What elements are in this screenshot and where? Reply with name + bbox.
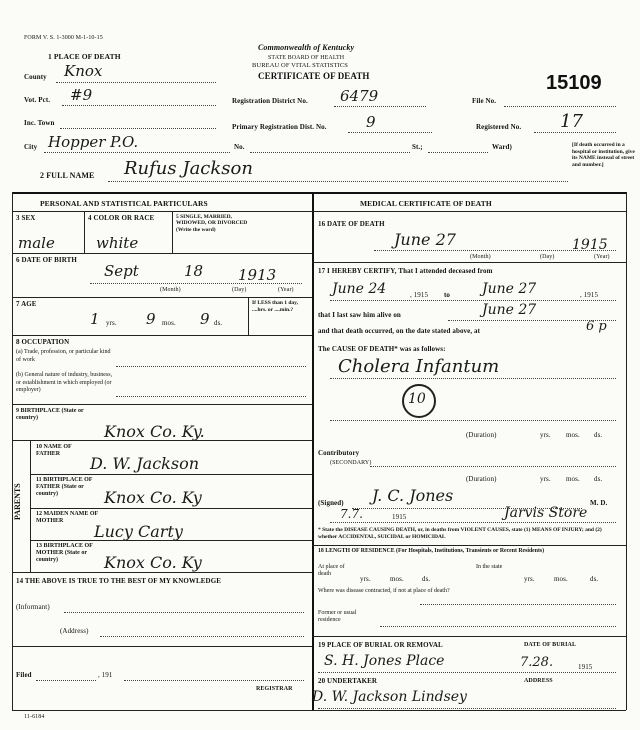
- residence-rule: [312, 636, 626, 637]
- mother-name-value: Lucy Carty: [94, 522, 183, 541]
- primary-registration-line: [348, 132, 432, 133]
- bureau-heading: BUREAU OF VITAL STATISTICS: [252, 62, 348, 69]
- mother-birthplace-label: 13 BIRTHPLACE OF MOTHER (State or country): [36, 543, 93, 564]
- duration-yrs: yrs.: [540, 431, 551, 439]
- registration-district-label: Registration District No.: [232, 97, 308, 105]
- contributory-line: [370, 466, 616, 467]
- burial-place-value: S. H. Jones Place: [324, 653, 445, 669]
- medical-heading: MEDICAL CERTIFICATE OF DEATH: [360, 199, 492, 208]
- md-label: M. D.: [590, 499, 608, 507]
- st-line: [428, 152, 488, 153]
- registered-line: [534, 132, 616, 133]
- date-of-death-year: 1915: [572, 237, 608, 253]
- birthplace-row-rule: [12, 440, 312, 441]
- duration-label: (Duration): [466, 431, 497, 439]
- last-saw-value: June 27: [482, 302, 537, 318]
- registrar-line: [124, 680, 304, 681]
- right-frame: [626, 192, 627, 710]
- state-note-rule: [312, 545, 626, 546]
- left-frame: [12, 192, 13, 710]
- personal-heading-rule: [12, 211, 312, 212]
- certify-label: 17 I HEREBY CERTIFY, That I attended deceased from: [318, 267, 493, 275]
- full-name-label: 2 FULL NAME: [40, 171, 95, 180]
- vot-value: #9: [70, 86, 93, 104]
- county-label: County: [24, 73, 47, 81]
- father-name-value: D. W. Jackson: [90, 454, 200, 473]
- registrar-label: REGISTRAR: [256, 686, 293, 692]
- city-line: [44, 152, 230, 153]
- sign-date-line: [330, 522, 616, 523]
- occupation-industry-label: (b) General nature of industry, business, or establishment in which employed (or employer): [16, 372, 113, 393]
- death-year-caption: (Year): [594, 254, 610, 260]
- disease-contracted-label: Where was disease contracted, if not at place of death?: [318, 588, 450, 594]
- sign-year: 1915: [392, 513, 407, 521]
- form-footer-code: 11-6184: [24, 714, 45, 720]
- birthplace-value: Knox Co. Ky.: [104, 422, 205, 441]
- form-code: FORM V. S. 1-3000 M-1-10-15: [24, 35, 103, 41]
- age-years: 1: [90, 310, 100, 328]
- burial-label: 19 PLACE OF BURIAL OR REMOVAL: [318, 641, 443, 649]
- parents-divider: [30, 440, 31, 572]
- place-of-death-heading: 1 PLACE OF DEATH: [48, 52, 121, 61]
- residence-label: 18 LENGTH OF RESIDENCE (For Hospitals, Institutions, Transients or Recent Residents): [318, 548, 545, 554]
- dob-month: Sept: [104, 262, 139, 280]
- certificate-title: CERTIFICATE OF DEATH: [258, 71, 370, 81]
- file-line: [504, 106, 616, 107]
- burial-date-label: DATE OF BURIAL: [524, 642, 577, 648]
- sex-label: 3 SEX: [16, 214, 36, 222]
- former-residence-label: Former or usual residence: [318, 610, 357, 624]
- sex-divider: [84, 211, 85, 253]
- informant-row-rule: [12, 646, 312, 647]
- occupation-label: 8 OCCUPATION: [16, 338, 70, 346]
- father-name-label: 10 NAME OF FATHER: [36, 444, 72, 458]
- cause-line: [330, 378, 616, 379]
- age-days: 9: [200, 310, 210, 328]
- birthplace-label: 9 BIRTHPLACE (State or country): [16, 408, 84, 422]
- date-of-death-rule: [312, 262, 626, 263]
- in-state-mos: mos.: [554, 575, 568, 583]
- duration-mos: mos.: [566, 431, 580, 439]
- section-rule: [12, 192, 626, 194]
- burial-date-value: 7.28.: [520, 655, 554, 670]
- in-state-label: In the state: [476, 564, 503, 570]
- death-month-caption: (Month): [470, 254, 491, 260]
- st-label: St.;: [412, 143, 423, 151]
- date-of-death-value: June 27: [394, 230, 456, 249]
- color-label: 4 COLOR OR RACE: [88, 214, 155, 222]
- vot-line: [62, 105, 216, 106]
- father-birthplace-rule: [30, 508, 312, 509]
- medical-heading-rule: [312, 211, 626, 212]
- physician-address: Jarvis Store: [504, 505, 588, 521]
- occurred-time: 6 p: [586, 319, 607, 334]
- former-residence-line: [380, 626, 616, 627]
- dob-row-rule: [12, 297, 312, 298]
- duration-yrs-2: yrs.: [540, 475, 551, 483]
- dob-day: 18: [184, 262, 204, 280]
- contributory-label: Contributory: [318, 449, 360, 457]
- dob-line: [90, 283, 302, 284]
- less-than-day-label: If LESS than 1 day, ....hrs. or ....min.?: [252, 300, 299, 313]
- undertaker-address-label: ADDRESS: [524, 678, 553, 684]
- cause-value: Cholera Infantum: [338, 356, 500, 377]
- parents-side-label: PARENTS: [13, 483, 22, 520]
- at-place-label: At place of death: [318, 564, 345, 578]
- attend-from-year: , 1915: [410, 291, 429, 299]
- dob-month-caption: (Month): [160, 287, 181, 293]
- informant-address-line: [100, 636, 304, 637]
- filed-label: Filed: [16, 671, 32, 679]
- file-label: File No.: [472, 97, 497, 105]
- father-birthplace-value: Knox Co. Ky: [104, 488, 202, 507]
- city-label: City: [24, 143, 38, 151]
- center-divider: [312, 192, 314, 710]
- disease-contracted-line: [420, 604, 616, 605]
- dob-year: 1913: [238, 266, 277, 284]
- vot-label: Vot. Pct.: [24, 96, 51, 104]
- occupation-industry-line: [116, 396, 306, 397]
- registered-label: Registered No.: [476, 123, 522, 131]
- duration-mos-2: mos.: [566, 475, 580, 483]
- occurred-label: and that death occurred, on the date stated above, at: [318, 327, 481, 335]
- age-years-caption: yrs.: [106, 319, 117, 327]
- personal-heading: PERSONAL AND STATISTICAL PARTICULARS: [40, 199, 208, 208]
- filed-year: , 191: [98, 671, 113, 679]
- bottom-frame: [12, 710, 626, 711]
- county-line: [56, 82, 216, 83]
- duration-ds-2: ds.: [594, 475, 603, 483]
- registration-district-line: [334, 106, 426, 107]
- attend-from: June 24: [332, 281, 387, 297]
- cause-line-2: [330, 420, 616, 421]
- undertaker-value: D. W. Jackson Lindsey: [312, 689, 467, 705]
- informant-label: (Informant): [16, 603, 50, 611]
- informant-certification: 14 THE ABOVE IS TRUE TO THE BEST OF MY KNOWLEDGE: [16, 577, 222, 585]
- age-months-caption: mos.: [162, 319, 176, 327]
- at-place-mos: mos.: [390, 575, 404, 583]
- state-note: * State the DISEASE CAUSING DEATH, or, in deaths from VIOLENT CAUSES, state (1) MEANS OF INJURY; and (2) whether ACCIDENTAL, SUICIDAL or HOMICIDAL: [318, 527, 602, 540]
- attend-to-year: , 1915: [580, 291, 599, 299]
- sex-row-rule: [12, 253, 312, 254]
- board-heading: STATE BOARD OF HEALTH: [268, 55, 345, 61]
- date-of-death-label: 16 DATE OF DEATH: [318, 220, 385, 228]
- in-state-yrs: yrs.: [524, 575, 535, 583]
- informant-address-label: (Address): [60, 627, 89, 635]
- undertaker-line: [318, 708, 616, 709]
- burial-year-value: 1915: [578, 663, 593, 671]
- cause-label: The CAUSE OF DEATH* was as follows:: [318, 345, 446, 353]
- color-value: white: [96, 234, 139, 252]
- marital-label: 5 SINGLE, MARRIED, WIDOWED, OR DIVORCED (Write the word): [176, 214, 248, 233]
- age-row-rule: [12, 335, 312, 336]
- burial-line: [318, 672, 616, 673]
- primary-registration-label: Primary Registration Dist. No.: [232, 123, 327, 131]
- inc-town-line: [60, 128, 216, 129]
- attend-to-label: to: [444, 291, 451, 299]
- attend-to: June 27: [482, 281, 537, 297]
- mother-name-rule: [30, 540, 312, 541]
- institution-note: [If death occurred in a hospital or institution, give its NAME instead of street and number.]: [572, 142, 635, 168]
- death-day-caption: (Day): [540, 254, 555, 260]
- sex-value: male: [18, 234, 55, 252]
- certificate-number: 15109: [546, 72, 602, 94]
- dob-year-caption: (Year): [278, 287, 294, 293]
- mother-name-label: 12 MAIDEN NAME OF MOTHER: [36, 511, 98, 525]
- signed-label: (Signed): [318, 499, 344, 507]
- informant-line: [64, 612, 304, 613]
- occupation-row-rule: [12, 404, 312, 405]
- father-birthplace-label: 11 BIRTHPLACE OF FATHER (State or country): [36, 477, 93, 498]
- full-name-line: [108, 181, 568, 182]
- attend-line: [330, 300, 616, 301]
- inc-town-label: Inc. Town: [24, 119, 55, 127]
- primary-registration-value: 9: [366, 113, 376, 131]
- occupation-trade-line: [116, 366, 306, 367]
- signed-value: J. C. Jones: [372, 486, 454, 505]
- occupation-trade-label: (a) Trade, profession, or particular kind of work: [16, 349, 111, 363]
- dob-label: 6 DATE OF BIRTH: [16, 256, 77, 264]
- age-label: 7 AGE: [16, 300, 37, 308]
- undertaker-label: 20 UNDERTAKER: [318, 677, 378, 685]
- duration-ds: ds.: [594, 431, 603, 439]
- filed-line: [36, 680, 96, 681]
- no-label: No.: [234, 143, 245, 151]
- date-of-death-line: [374, 250, 616, 251]
- registered-value: 17: [560, 111, 583, 132]
- city-value: Hopper P.O.: [48, 133, 139, 151]
- commonwealth-heading: Commonwealth of Kentucky: [258, 43, 355, 52]
- in-state-ds: ds.: [590, 575, 599, 583]
- full-name-value: Rufus Jackson: [124, 158, 253, 179]
- sign-date: 7.7.: [340, 507, 363, 521]
- mother-birthplace-rule: [12, 572, 312, 573]
- mother-birthplace-value: Knox Co. Ky: [104, 553, 202, 572]
- duration-label-2: (Duration): [466, 475, 497, 483]
- father-name-rule: [30, 474, 312, 475]
- dob-day-caption: (Day): [232, 287, 247, 293]
- county-value: Knox: [64, 62, 103, 80]
- registration-district-value: 6479: [340, 87, 379, 105]
- age-months: 9: [146, 310, 156, 328]
- at-place-yrs: yrs.: [360, 575, 371, 583]
- secondary-label: (SECONDARY): [330, 460, 372, 466]
- age-divider: [248, 297, 249, 335]
- at-place-ds: ds.: [422, 575, 431, 583]
- last-saw-label: that I last saw him alive on: [318, 311, 401, 319]
- color-divider: [172, 211, 173, 253]
- age-days-caption: ds.: [214, 319, 223, 327]
- ward-label: Ward): [492, 143, 512, 151]
- cause-code: 10: [408, 391, 426, 407]
- street-line: [250, 152, 410, 153]
